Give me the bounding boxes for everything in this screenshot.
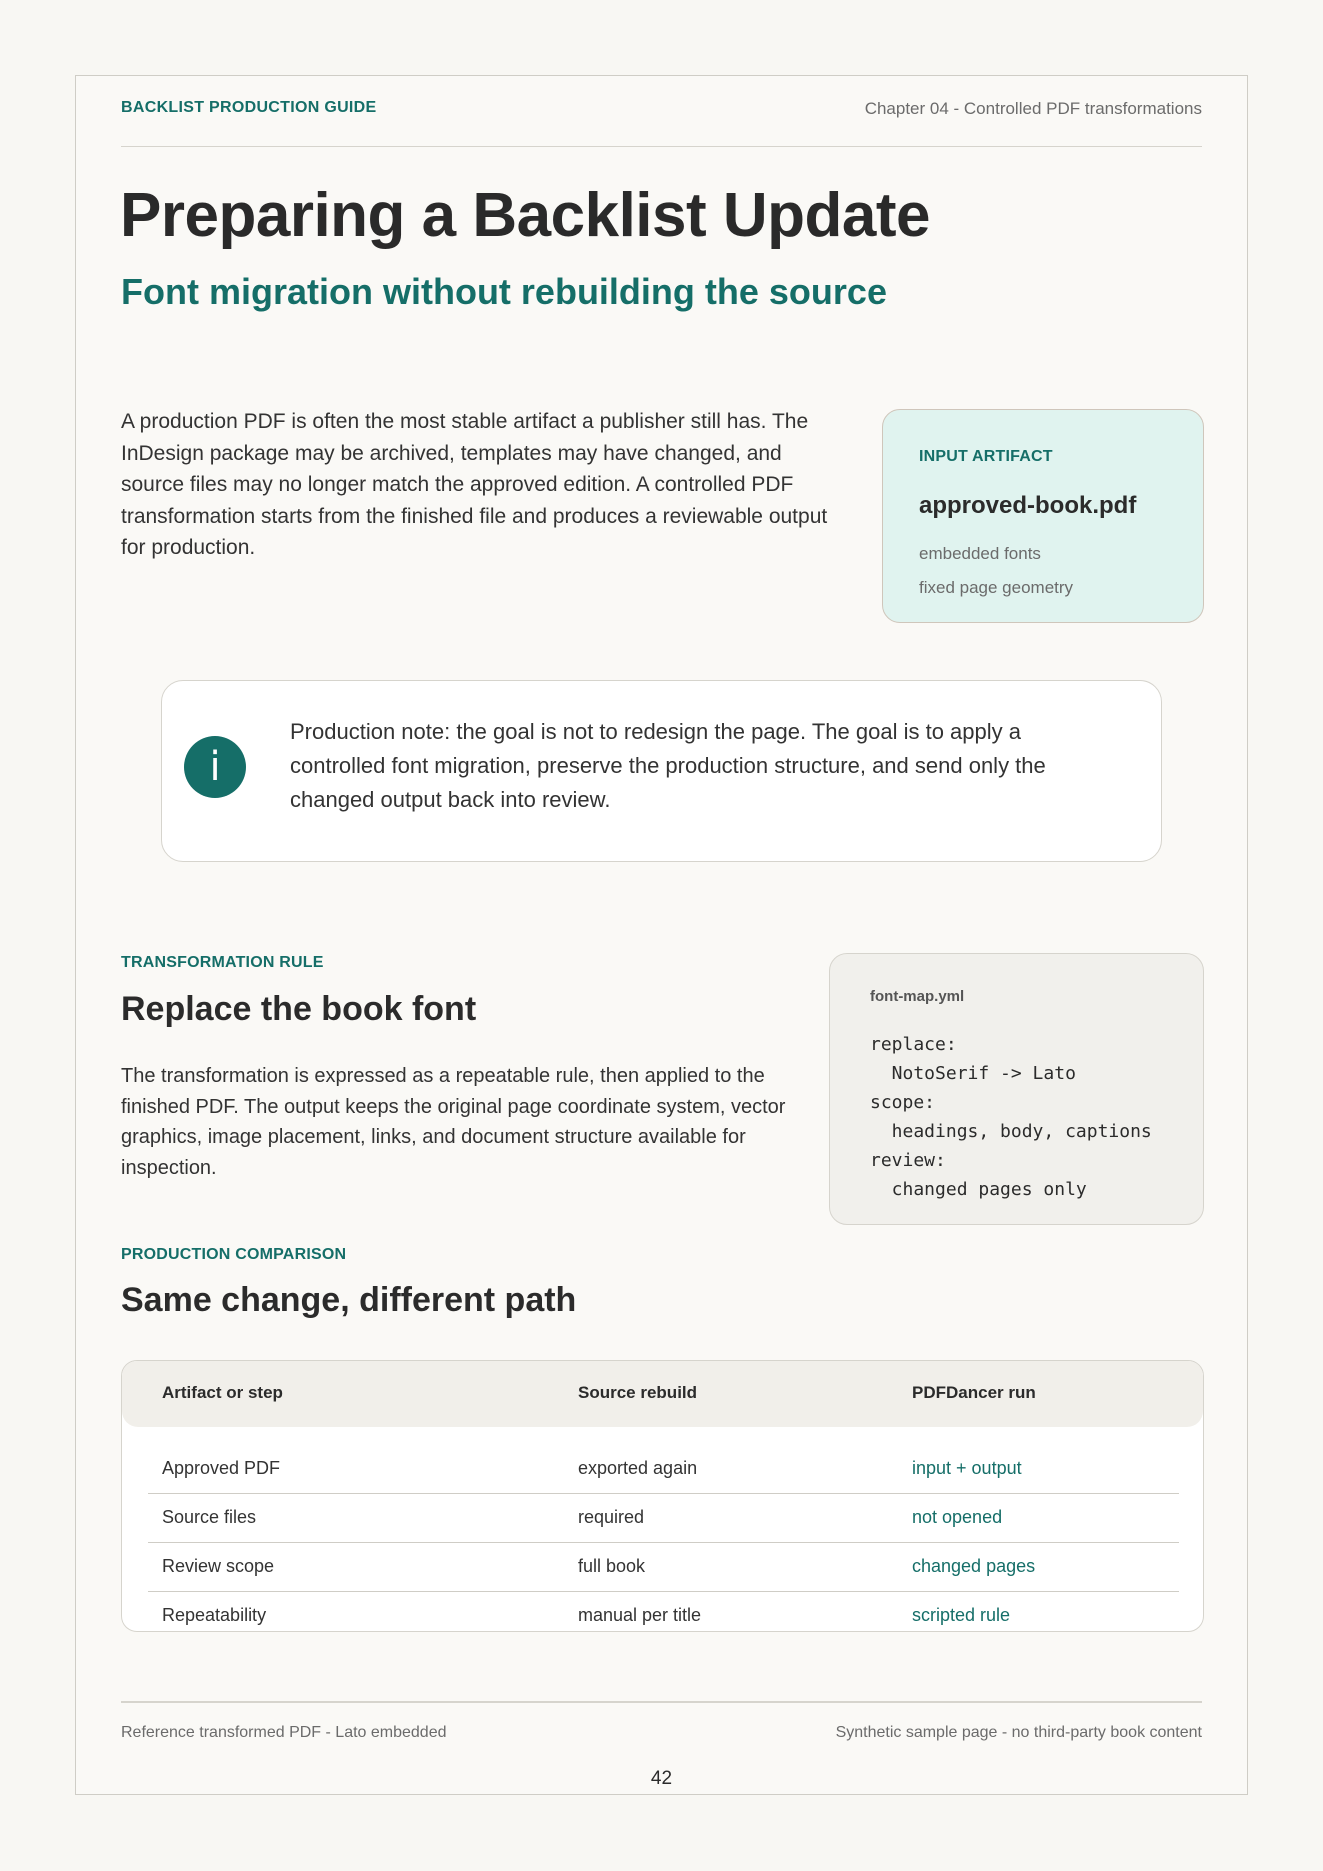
comparison-table	[121, 1360, 1204, 1632]
table-cell: Review scope	[162, 1556, 275, 1576]
table-cell: Approved PDF	[162, 1458, 281, 1478]
table-cell: changed pages	[912, 1556, 1036, 1576]
code-filename: font-map.yml	[870, 988, 965, 1005]
artifact-filename: approved-book.pdf	[919, 492, 1137, 519]
table-cell: manual per title	[578, 1605, 702, 1625]
page-subtitle: Font migration without rebuilding the source	[121, 271, 887, 312]
input-artifact-card	[882, 409, 1204, 623]
table-header-cell: Source rebuild	[578, 1383, 698, 1402]
note-text: Production note: the goal is not to redesign the page. The goal is to apply a controlled font migration, preserve the production structure, and send only the changed output back into review.	[290, 719, 1046, 812]
rule-section-body: The transformation is expressed as a repeatable rule, then applied to the finished PDF. The output keeps the original page coordinate system, vector graphics, image placement, links, and document structure available for inspection.	[121, 1065, 786, 1179]
table-header-row	[122, 1361, 1203, 1427]
header-divider	[121, 146, 1202, 147]
comparison-section-label: PRODUCTION COMPARISON	[121, 1246, 347, 1263]
footer-left: Reference transformed PDF - Lato embedded	[121, 1724, 447, 1741]
rule-section-label: TRANSFORMATION RULE	[121, 954, 324, 971]
running-head-left: BACKLIST PRODUCTION GUIDE	[121, 99, 377, 116]
font-map-code-card	[829, 953, 1204, 1225]
artifact-meta-geometry: fixed page geometry	[919, 578, 1074, 597]
comparison-section-heading: Same change, different path	[121, 1281, 577, 1319]
table-cell: scripted rule	[912, 1605, 1011, 1625]
artifact-label: INPUT ARTIFACT	[919, 448, 1053, 465]
running-head-right: Chapter 04 - Controlled PDF transformations	[864, 99, 1202, 118]
artifact-meta-fonts: embedded fonts	[919, 544, 1041, 563]
table-cell: exported again	[578, 1458, 698, 1478]
footer-divider	[121, 1701, 1202, 1703]
table-cell: required	[578, 1507, 645, 1527]
table-row	[148, 1494, 1179, 1543]
code-block: replace: NotoSerif -> Lato scope: headings, body, captions review: changed pages only	[870, 1034, 1152, 1200]
rule-section-heading: Replace the book font	[121, 990, 477, 1028]
table-cell: Repeatability	[162, 1605, 267, 1625]
table-header-cell: PDFDancer run	[912, 1383, 1036, 1402]
intro-paragraph: A production PDF is often the most stable artifact a publisher still has. The InDesign package may be archived, templates may have changed, and source files may no longer match the approved edition. A controlled PDF transformation starts from the finished file and produces a reviewable output for production.	[121, 410, 828, 559]
table-row	[148, 1543, 1179, 1592]
page-title: Preparing a Backlist Update	[120, 181, 930, 250]
table-row	[148, 1445, 1179, 1494]
table-cell: full book	[578, 1556, 646, 1576]
page-number: 42	[650, 1768, 673, 1789]
footer-right: Synthetic sample page - no third-party book content	[835, 1724, 1202, 1741]
table-cell: not opened	[912, 1507, 1003, 1527]
production-note	[161, 680, 1162, 862]
table-cell: Source files	[162, 1507, 257, 1527]
document-page	[75, 75, 1248, 1795]
table-row	[148, 1592, 1179, 1632]
table-cell: input + output	[912, 1458, 1022, 1478]
table-header-cell: Artifact or step	[162, 1383, 283, 1402]
info-icon: i	[184, 736, 246, 798]
